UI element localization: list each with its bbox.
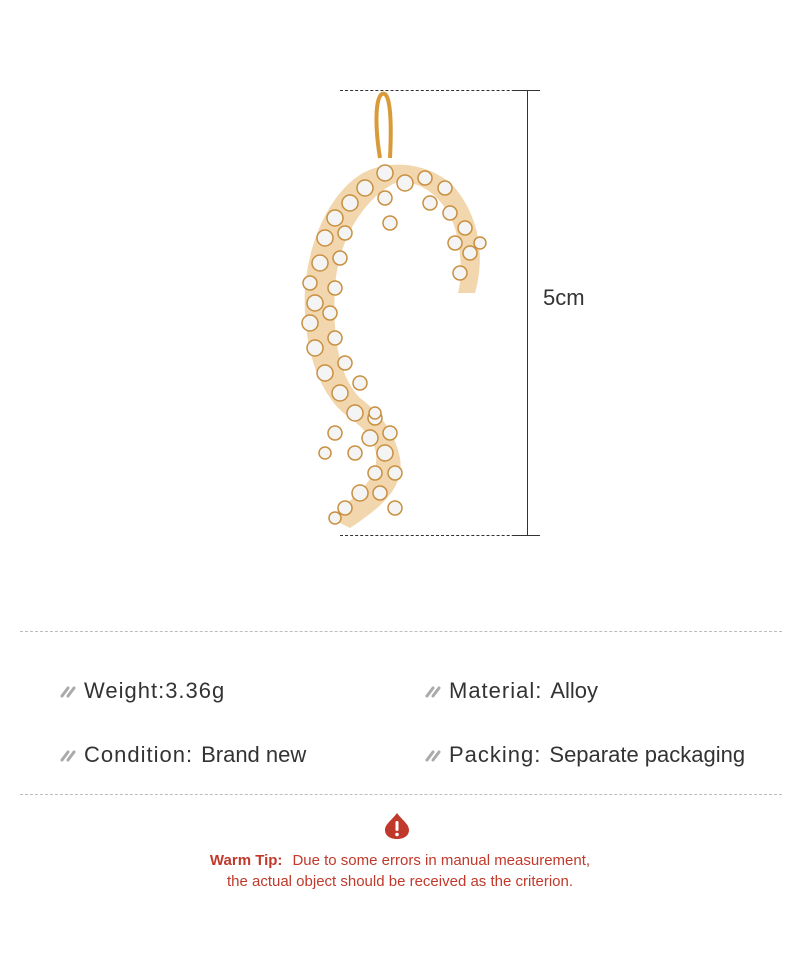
spec-packing-value: Separate packaging [549,742,746,767]
divider-top [20,631,782,632]
warm-tip-text-2: the actual object should be received as the criterion. [226,873,574,890]
spec-weight [60,678,225,704]
warm-tip-label: Warm Tip: [209,852,283,869]
spec-packing-label: Packing: [449,742,542,767]
spec-material [425,678,598,704]
dimension-label: 5cm [543,285,585,310]
spec-condition-label: Condition: [84,742,194,767]
divider-bottom [20,794,782,795]
spec-material-label: Material: [449,678,543,703]
spec-condition-value: Brand new [201,742,307,767]
spec-weight-label: Weight: [84,678,166,703]
double-slash-icon [60,748,78,762]
double-slash-icon [425,684,443,698]
spec-weight-value: 3.36g [165,678,226,703]
double-slash-icon [60,684,78,698]
spec-packing [425,742,745,768]
spec-material-value: Alloy [550,678,599,703]
warm-tip [0,850,800,892]
dimension-line [527,90,528,535]
warm-tip-line-1 [0,850,800,871]
double-slash-icon [425,748,443,762]
earring-image [280,88,520,543]
spec-condition [60,742,306,768]
warm-tip-text-1: Due to some errors in manual measurement, [292,852,591,869]
warning-drop-icon [384,812,410,840]
